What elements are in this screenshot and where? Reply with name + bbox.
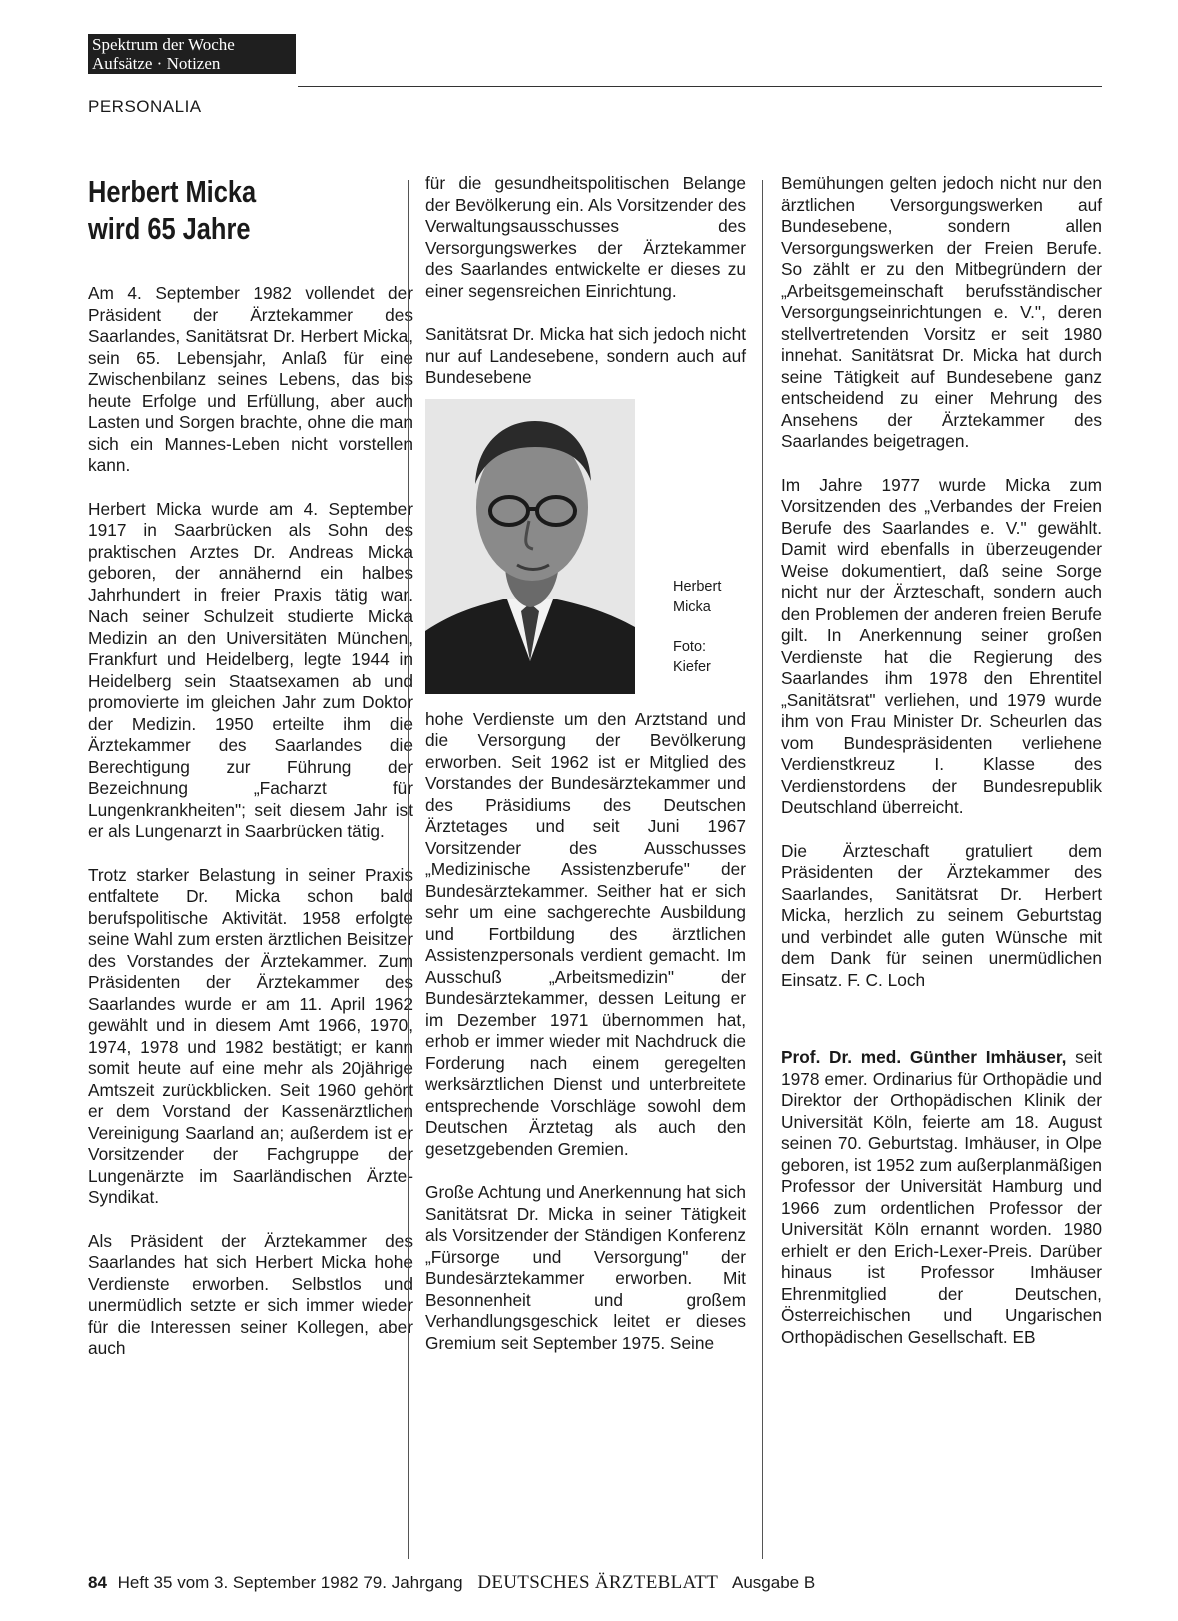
article-paragraph: Herbert Micka wurde am 4. September 1917 in Saarbrücken als Sohn des praktischen Arztes Dr. Andreas Micka geboren, der annähernd ein halbes Jahrhundert in freier Praxis tätig war. Nach seiner Schulzeit studierte Micka Medizin an den Universitäten München, Frankfurt und Heidelberg, legte 1944 in Heidelberg sein Staatsexamen ab und promovierte im gleichen Jahr zum Doktor der Medizin. 1950 erteilte ihm die Ärztekammer des Saarlandes die Berechtigung zur Führung der Bezeichnung „Facharzt für Lungenkrankheiten"; seit diesem Jahr ist er als Lungenarzt in Saarbrücken tätig.	[88, 498, 413, 841]
section-kicker: PERSONALIA	[88, 97, 202, 116]
article-paragraph: Bemühungen gelten jedoch nicht nur den ärztlichen Versorgungswerken auf Bundesebene, sondern allen Versorgungswerken der Freien Berufe. So zählt er zu den Mitbegründern der „Arbeitsgemeinschaft berufsständischer Versorgungseinrichtungen e. V.", deren stellvertretenden Vorsitz er seit 1980 innehat. Sanitätsrat Dr. Micka hat durch seine Tätigkeit auf Bundesebene ganz entscheidend zu einer Mehrung des Ansehens der Ärztekammer des Saarlandes beigetragen.	[781, 173, 1102, 451]
article-paragraph: Am 4. September 1982 vollendet der Präsident der Ärztekammer des Saarlandes, Sanitätsrat Dr. Herbert Micka, sein 65. Lebensjahr, Anlaß für eine Zwischenbilanz seines Lebens, das bis heute Erfolge und Erfüllung, aber auch Lasten und Sorgen brachte, ohne die man sich ein Mannes-Leben nicht vorstellen kann.	[88, 283, 413, 475]
article-paragraph: Große Achtung und Anerkennung hat sich Sanitätsrat Dr. Micka in seiner Tätigkeit als Vorsitzender der Ständigen Konferenz „Fürsorge und Versorgung" der Bundesärztekammer erworben. Mit Besonnenheit und großem Verhandlungsgeschick leitet er dieses Gremium seit September 1975. Seine	[425, 1182, 746, 1353]
portrait-photo	[425, 399, 635, 694]
header-rule	[298, 86, 1102, 87]
headline-line1: Herbert Micka	[88, 174, 257, 209]
caption-credit: Foto: Kiefer	[673, 638, 711, 675]
article-paragraph: Trotz starker Belastung in seiner Praxis entfaltete Dr. Micka schon bald berufspolitische Aktivität. 1958 erfolgte seine Wahl zum ersten ärztlichen Beisitzer des Vorstandes der Ärztekammer. Zum Präsidenten der Ärztekammer des Saarlandes wurde er am 11. April 1962 gewählt und in diesem Amt 1966, 1970, 1974, 1978 und 1982 bestätigt; er kann somit heute auf eine mehr als 20jährige Amtszeit zurückblicken. Seit 1960 gehört er dem Vorstand der Kassenärztlichen Vereinigung Saarland an; außerdem ist er Vorsitzender der Fachgruppe der Lungenärzte im Saarländischen Ärzte-Syndikat.	[88, 864, 413, 1207]
article-paragraph: Sanitätsrat Dr. Micka hat sich jedoch nicht nur auf Landesebene, sondern auch auf Bundesebene	[425, 324, 746, 387]
article-column-2	[425, 173, 746, 1376]
article-paragraph: Als Präsident der Ärztekammer des Saarlandes hat sich Herbert Micka hohe Verdienste erworben. Selbstlos und unermüdlich setzte er sich immer wieder für die Interessen seiner Kollegen, aber auch	[88, 1230, 413, 1358]
section-label	[88, 34, 296, 74]
article-paragraph: Im Jahre 1977 wurde Micka zum Vorsitzenden des „Verbandes der Freien Berufe des Saarlandes e. V." gewählt. Damit wird ebenfalls in überzeugender Weise dokumentiert, daß seine Sorge nicht nur der Ärzteschaft, sondern auch den Problemen der anderen freien Berufe gilt. In Anerkennung seiner großen Verdienste hat die Regierung des Saarlandes ihm 1978 den Ehrentitel „Sanitätsrat" verliehen, und 1979 wurde ihm von Frau Minister Dr. Scheurlen das vom Bundespräsidenten verliehene Verdienstkreuz I. Klasse des Verdienstordens der Bundesrepublik Deutschland überreicht.	[781, 474, 1102, 817]
column-divider	[762, 180, 763, 1559]
caption-name: Herbert Micka	[673, 578, 722, 615]
notice-person-name: Prof. Dr. med. Günther Imhäuser,	[781, 1047, 1067, 1067]
edition-label: Ausgabe B	[732, 1573, 816, 1592]
notice-text: seit 1978 emer. Ordinarius für Orthopädie und Direktor der Orthopädischen Klinik der Universität Köln, feierte am 18. August seinen 70. Geburtstag. Imhäuser, in Olpe geboren, ist 1952 zum außerplanmäßigen Professor der Universität Hamburg und 1966 zum ordentlichen Professor der Universität Köln ernannt worden. 1980 erhielt er den Erich-Lexer-Preis. Darüber hinaus ist Professor Imhäuser Ehrenmitglied der Deutschen, Österreichischen und Ungarischen Orthopädischen Gesellschaft. EB	[781, 1047, 1103, 1347]
journal-title: DEUTSCHES ÄRZTEBLATT	[477, 1572, 719, 1593]
notice-paragraph	[781, 1047, 1102, 1348]
photo-caption-credit	[673, 637, 733, 677]
issue-info: Heft 35 vom 3. September 1982 79. Jahrgang	[117, 1573, 463, 1592]
page-footer	[88, 1572, 815, 1594]
article-column-1	[88, 173, 413, 1382]
section-label-line2: Aufsätze · Notizen	[92, 54, 221, 73]
article-paragraph: hohe Verdienste um den Arztstand und die Versorgung der Bevölkerung erworben. Seit 1962 ist er Mitglied des Vorstandes der Bundesärztekammer und des Präsidiums des Deutschen Ärztetages und seit Juni 1967 Vorsitzender des Ausschusses „Medizinische Assistenzberufe" der Bundesärztekammer. Seither hat er sich sehr um eine sachgerechte Ausbildung und Fortbildung des ärztlichen Assistenzpersonals verdient gemacht. Im Ausschuß „Arbeitsmedizin" der Bundesärztekammer, dessen Leitung er im Dezember 1971 übernommen hat, erhob er immer wieder mit Nachdruck die Forderung nach einem geregelten werksärztlichen Dienst und unterbreitete entsprechende Vorschläge sowohl dem Deutschen Ärztetag als auch den gesetzgebenden Gremien.	[425, 708, 746, 1159]
article-headline	[88, 173, 355, 247]
portrait-figure	[425, 399, 746, 703]
column-divider	[408, 180, 409, 1559]
article-column-3	[781, 173, 1102, 1370]
photo-caption-name	[673, 577, 743, 617]
headline-line2: wird 65 Jahre	[88, 211, 251, 246]
page-number: 84	[88, 1573, 107, 1592]
section-label-line1: Spektrum der Woche	[92, 35, 235, 54]
portrait-image	[425, 399, 635, 694]
article-paragraph: für die gesundheitspolitischen Belange der Bevölkerung ein. Als Vorsitzender des Verwaltungsausschusses des Versorgungswerkes der Ärztekammer des Saarlandes entwickelte er dieses zu einer segensreichen Einrichtung.	[425, 173, 746, 301]
article-paragraph: Die Ärzteschaft gratuliert dem Präsidenten der Ärztekammer des Saarlandes, Sanitätsrat Dr. Herbert Micka, herzlich zu seinem Geburtstag und verbindet alle guten Wünsche mit dem Dank für seinen unermüdlichen Einsatz. F. C. Loch	[781, 840, 1102, 990]
